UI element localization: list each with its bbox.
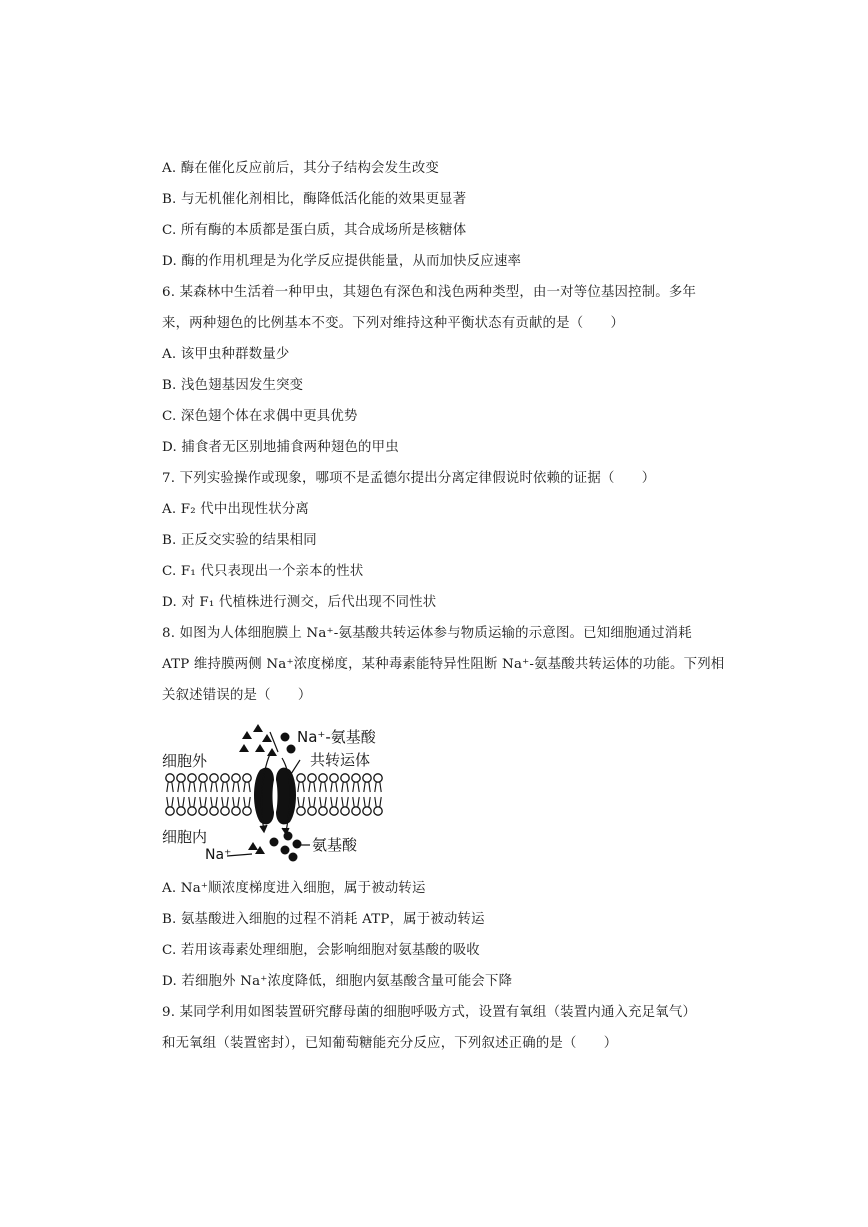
sodium-ions-inside xyxy=(248,842,265,854)
q5-option-d: D. 酶的作用机理是为化学反应提供能量，从而加快反应速率 xyxy=(162,254,522,269)
q8-stem-line-1: 8. 如图为人体细胞膜上 Na⁺-氨基酸共转运体参与物质运输的示意图。已知细胞通过消耗 xyxy=(162,626,692,641)
q8-stem-line-2: ATP 维持膜两侧 Na⁺浓度梯度，某种毒素能特异性阻断 Na⁺-氨基酸共转运体的功能。下列相 xyxy=(162,657,725,672)
amino-acids-inside xyxy=(270,832,302,862)
q8-stem-line-3: 关叙述错误的是（ ） xyxy=(162,688,312,703)
label-outside: 细胞外 xyxy=(162,752,208,770)
membrane-outer-leaflet xyxy=(166,774,382,792)
q6-stem-line-1: 6. 某森林中生活着一种甲虫，其翅色有深色和浅色两种类型，由一对等位基因控制。多年 xyxy=(162,285,697,300)
label-transporter-line-1: Na⁺-氨基酸 xyxy=(297,728,376,746)
membrane-inner-leaflet xyxy=(166,797,382,815)
q5-option-a: A. 酶在催化反应前后，其分子结构会发生改变 xyxy=(162,161,440,176)
q6-option-c: C. 深色翅个体在求偶中更具优势 xyxy=(162,409,358,424)
q9-stem-line-1: 9. 某同学利用如图装置研究酵母菌的细胞呼吸方式，设置有氧组（装置内通入充足氧气） xyxy=(162,1005,697,1020)
q9-stem-line-2: 和无氧组（装置密封），已知葡萄糖能充分反应，下列叙述正确的是（ ） xyxy=(162,1036,618,1051)
q6-option-b: B. 浅色翅基因发生突变 xyxy=(162,378,304,393)
q7-option-c: C. F₁ 代只表现出一个亲本的性状 xyxy=(162,564,364,579)
label-transporter-line-2: 共转运体 xyxy=(310,751,371,769)
q8-option-d: D. 若细胞外 Na⁺浓度降低，细胞内氨基酸含量可能会下降 xyxy=(162,974,513,989)
q7-option-d: D. 对 F₁ 代植株进行测交，后代出现不同性状 xyxy=(162,595,437,610)
q8-option-a: A. Na⁺顺浓度梯度进入细胞，属于被动转运 xyxy=(162,881,426,896)
label-amino-acid: 氨基酸 xyxy=(312,836,358,854)
q7-stem: 7. 下列实验操作或现象，哪项不是孟德尔提出分离定律假说时依赖的证据（ ） xyxy=(162,471,656,486)
q5-option-b: B. 与无机催化剂相比，酶降低活化能的效果更显著 xyxy=(162,192,467,207)
q6-stem-line-2: 来，两种翅色的比例基本不变。下列对维持这种平衡状态有贡献的是（ ） xyxy=(162,316,625,331)
q6-option-a: A. 该甲虫种群数量少 xyxy=(162,347,290,362)
q7-option-b: B. 正反交实验的结果相同 xyxy=(162,533,317,548)
membrane-transport-figure xyxy=(160,718,400,868)
q8-option-c: C. 若用该毒素处理细胞，会影响细胞对氨基酸的吸收 xyxy=(162,943,480,958)
label-na-ion: Na⁺ xyxy=(205,847,232,863)
label-inside: 细胞内 xyxy=(162,828,208,846)
q6-option-d: D. 捕食者无区别地捕食两种翅色的甲虫 xyxy=(162,440,399,455)
q8-option-b: B. 氨基酸进入细胞的过程不消耗 ATP，属于被动转运 xyxy=(162,912,485,927)
q5-option-c: C. 所有酶的本质都是蛋白质，其合成场所是核糖体 xyxy=(162,223,467,238)
sodium-ions-outside xyxy=(239,724,277,756)
amino-acids-outside xyxy=(281,733,296,754)
q7-option-a: A. F₂ 代中出现性状分离 xyxy=(162,502,310,517)
